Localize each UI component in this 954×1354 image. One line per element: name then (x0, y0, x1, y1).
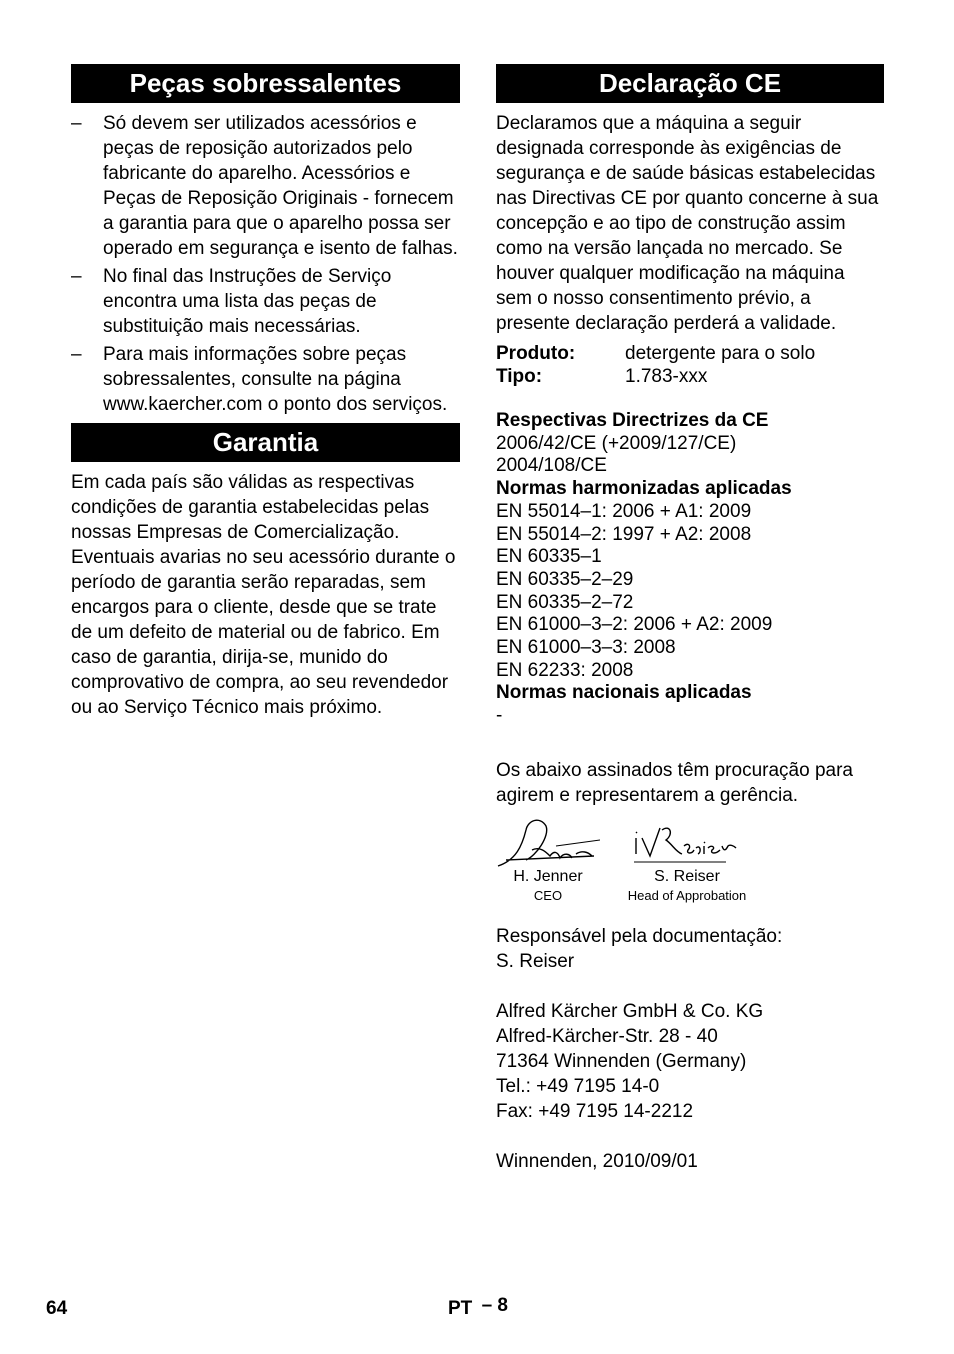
place-date: Winnenden, 2010/09/01 (496, 1150, 698, 1172)
directive-item: 2006/42/CE (+2009/127/CE) (496, 432, 737, 454)
left-column (71, 64, 460, 720)
section-page: – 8 (481, 1295, 508, 1316)
spare-parts-heading: Peças sobressalentes (71, 64, 460, 103)
signature-reiser (622, 816, 752, 906)
standard-item: EN 60335–2–29 (496, 568, 634, 590)
footer-section (448, 1295, 508, 1320)
product-label: Produto: (496, 343, 576, 364)
standard-item: EN 60335–2–72 (496, 591, 634, 613)
list-item-text: Para mais informações sobre peças sobressalentes, consulte na página www.kaercher.com o ponto dos serviços. (103, 344, 448, 415)
signatory-name: S. Reiser (654, 867, 720, 885)
signatory-name: H. Jenner (513, 867, 583, 885)
signatures-block (496, 816, 884, 904)
national-standards-heading: Normas nacionais aplicadas (496, 682, 752, 704)
standard-item: EN 61000–3–3: 2008 (496, 637, 676, 659)
language-code: PT (448, 1298, 473, 1319)
doc-responsible-block (496, 924, 884, 974)
company-name: Alfred Kärcher GmbH & Co. KG (496, 1000, 764, 1022)
declaration-intro: Declaramos que a máquina a seguir designada corresponde às exigências de segurança e de saúde básicas estabelecidas nas Directivas CE por quanto concerne à sua concepção e ao tipo de construção assim como na versão lançada no mercado. Se houver qualquer modificação na máquina sem o nosso consentimento prévio, a presente declaração perderá a validade. (496, 113, 879, 334)
directives-block (496, 410, 884, 728)
dash-bullet: – (71, 344, 82, 365)
right-column (496, 64, 884, 1174)
national-standards-value: - (496, 705, 503, 727)
list-item (71, 264, 460, 339)
doc-responsible-name: S. Reiser (496, 950, 575, 972)
list-item (71, 111, 460, 261)
handwritten-signature-reiser (622, 816, 752, 868)
list-item (71, 342, 460, 417)
company-city: 71364 Winnenden (Germany) (496, 1050, 747, 1072)
company-address (496, 999, 884, 1124)
standard-item: EN 62233: 2008 (496, 659, 634, 681)
standard-item: EN 60335–1 (496, 546, 602, 568)
product-value: detergente para o solo (625, 343, 816, 364)
list-item-text: Só devem ser utilizados acessórios e peças de reposição autorizados pelo fabricante do aparelho. Acessórios e Peças de Reposição Originais - fornecem a garantia para que o aparelho possa ser operado em segurança e isento de falhas. (103, 113, 458, 259)
signatories-text: Os abaixo assinados têm procuração para agirem e representarem a gerência. (496, 759, 853, 806)
doc-responsible-label: Responsável pela documentação: (496, 925, 783, 947)
warranty-text: Em cada país são válidas as respectivas condições de garantia estabelecidas pelas nossas Empresas de Comercialização. Eventuais avarias no seu acessório durante o período de garantia serão reparadas, sem encargos para o cliente, desde que se trate de um defeito de material ou de fabrico. Em caso de garantia, dirija-se, munido do comprovativo de compra, ao seu revendedor ou ao Serviço Técnico mais próximo. (71, 472, 456, 718)
ce-declaration-heading: Declaração CE (496, 64, 884, 103)
handwritten-signature-jenner (496, 816, 600, 868)
standard-item: EN 55014–1: 2006 + A1: 2009 (496, 500, 752, 522)
company-street: Alfred-Kärcher-Str. 28 - 40 (496, 1025, 718, 1047)
company-fax: Fax: +49 7195 14-2212 (496, 1100, 694, 1122)
directive-item: 2004/108/CE (496, 455, 607, 477)
signatory-role: CEO (533, 887, 563, 903)
list-item-text: No final das Instruções de Serviço encontra uma lista das peças de substituição mais necessárias. (103, 266, 392, 337)
signature-jenner (496, 816, 600, 906)
company-tel: Tel.: +49 7195 14-0 (496, 1075, 660, 1097)
standard-item: EN 55014–2: 1997 + A2: 2008 (496, 523, 752, 545)
directives-heading: Respectivas Directrizes da CE (496, 410, 769, 431)
dash-bullet: – (71, 113, 82, 134)
page-number: 64 (46, 1298, 68, 1319)
standards-heading: Normas harmonizadas aplicadas (496, 478, 792, 500)
spare-parts-list (71, 111, 460, 417)
type-label: Tipo: (496, 366, 543, 387)
warranty-heading: Garantia (71, 423, 460, 462)
product-type-table (496, 342, 884, 388)
standard-item: EN 61000–3–2: 2006 + A2: 2009 (496, 614, 773, 636)
signatory-role: Head of Approbation (627, 887, 747, 903)
dash-bullet: – (71, 266, 82, 287)
type-value: 1.783-xxx (625, 366, 708, 387)
